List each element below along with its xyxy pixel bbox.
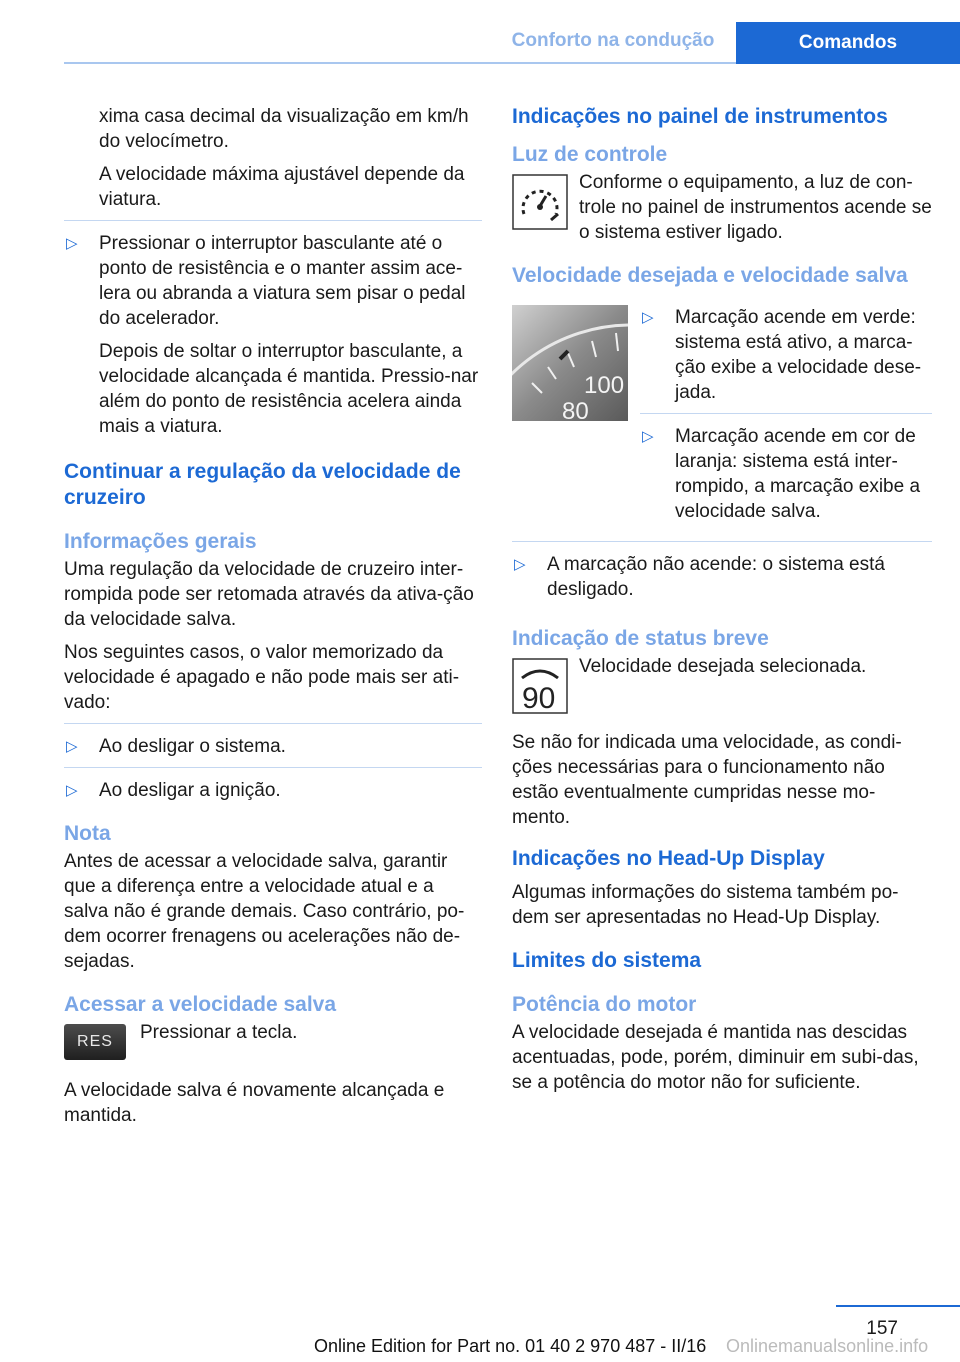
cruise-control-light-icon [512, 174, 568, 237]
control-light-row [512, 170, 932, 245]
paragraph: A velocidade desejada é mantida nas descidas acentuadas, pode, porém, diminuir em subi-das, se a potência do motor não for suficiente. [512, 1022, 919, 1093]
heading-continuar: Continuar a regulação da velocidade de cruzeiro [64, 460, 461, 509]
instruction-text: Pressionar a tecla. [140, 1022, 298, 1043]
heading-hud: Indicações no Head-Up Display [512, 847, 825, 870]
list-item [640, 424, 932, 524]
list-item-text: Ao desligar o sistema. [99, 736, 286, 757]
gauge-label: 100 [584, 372, 625, 399]
list-item [64, 734, 482, 759]
triangle-bullet-icon: ▷ [642, 428, 654, 445]
res-instruction [64, 1020, 482, 1068]
running-header-section: Conforto na condução [511, 30, 715, 51]
subheading-nota: Nota [64, 822, 111, 845]
res-key-icon: RES [64, 1024, 126, 1060]
left-column [64, 104, 482, 1136]
paragraph: xima casa decimal da visualização em km/h do velocímetro. [99, 106, 469, 152]
subheading-info: Informações gerais [64, 530, 257, 553]
list-item-text: Marcação acende em verde: sistema está ativo, a marca-ção exibe a velocidade dese-jada. [675, 307, 922, 403]
list-item-text: Ao desligar a ignição. [99, 780, 281, 801]
paragraph: Depois de soltar o interruptor basculante, a velocidade alcançada é mantida. Pressio-nar além do ponto de resistência acelera ainda mais a viatura. [99, 341, 479, 437]
triangle-bullet-icon: ▷ [66, 738, 78, 755]
paragraph: Uma regulação da velocidade de cruzeiro inter-rompida pode ser retomada através da ativa-ção da velocidade salva. [64, 559, 474, 630]
paragraph: Algumas informações do sistema também po-dem ser apresentadas no Head-Up Display. [512, 882, 899, 928]
heading-indicacoes: Indicações no painel de instrumentos [512, 105, 888, 128]
list-item [640, 305, 932, 405]
subheading-acessar: Acessar a velocidade salva [64, 993, 337, 1016]
footer-rule [836, 1305, 960, 1307]
speed-marking-section [512, 305, 932, 545]
set-speed-90-icon [512, 658, 568, 721]
list-item [512, 552, 932, 602]
divider [64, 723, 482, 724]
watermark: Onlinemanualsonline.info [726, 1336, 929, 1356]
right-column [512, 104, 932, 1103]
list-item-text: A marcação não acende: o sistema está desligado. [547, 554, 885, 600]
page-number: 157 [866, 1318, 898, 1339]
triangle-bullet-icon: ▷ [642, 309, 654, 326]
paragraph: A velocidade salva é novamente alcançada e mantida. [64, 1080, 445, 1126]
list-item-text: Pressionar o interruptor basculante até o ponto de resistência e o manter assim ace-lera ou abranda a viatura sem pisar o pedal do acelerador. [99, 233, 466, 329]
status-row [512, 654, 932, 720]
subheading-luz: Luz de controle [512, 143, 668, 166]
status-text: Velocidade desejada selecionada. [579, 656, 867, 677]
triangle-bullet-icon: ▷ [66, 782, 78, 799]
paragraph: Se não for indicada uma velocidade, as condi-ções necessárias para o funcionamento não estão eventualmente cumpridas nesse mo-mento. [512, 732, 902, 828]
paragraph: A velocidade máxima ajustável depende da viatura. [99, 164, 465, 210]
list-item-text: Marcação acende em cor de laranja: sistema está inter-rompido, a marcação exibe a velocidade salva. [675, 426, 921, 522]
edition-note: Online Edition for Part no. 01 40 2 970 487 - II/16 [314, 1336, 707, 1356]
list-item [64, 231, 482, 331]
paragraph: Antes de acessar a velocidade salva, garantir que a diferença entre a velocidade atual e a salva não é grande demais. Caso contrário, po-dem ocorrer frenagens ou acelerações não de-sejadas. [64, 851, 465, 972]
paragraph: Nos seguintes casos, o valor memorizado da velocidade é apagado e não pode mais ser ati-vado: [64, 642, 460, 713]
heading-limites: Limites do sistema [512, 949, 702, 972]
speedometer-gauge-image [512, 305, 628, 428]
subheading-velocidade: Velocidade desejada e velocidade salva [512, 264, 908, 287]
divider [64, 767, 482, 768]
subheading-potencia: Potência do motor [512, 993, 697, 1016]
list-item [64, 778, 482, 803]
control-light-text: Conforme o equipamento, a luz de con-trole no painel de instrumentos acende se o sistema estiver ligado. [579, 172, 932, 243]
gauge-label: 80 [562, 398, 589, 421]
header-rule [64, 62, 736, 64]
divider [64, 220, 482, 221]
status-icon-value: 90 [522, 682, 556, 714]
triangle-bullet-icon: ▷ [66, 235, 78, 252]
subheading-status: Indicação de status breve [512, 627, 769, 650]
running-header-chapter-tab: Comandos [736, 22, 960, 64]
triangle-bullet-icon: ▷ [514, 556, 526, 573]
divider [640, 413, 932, 414]
